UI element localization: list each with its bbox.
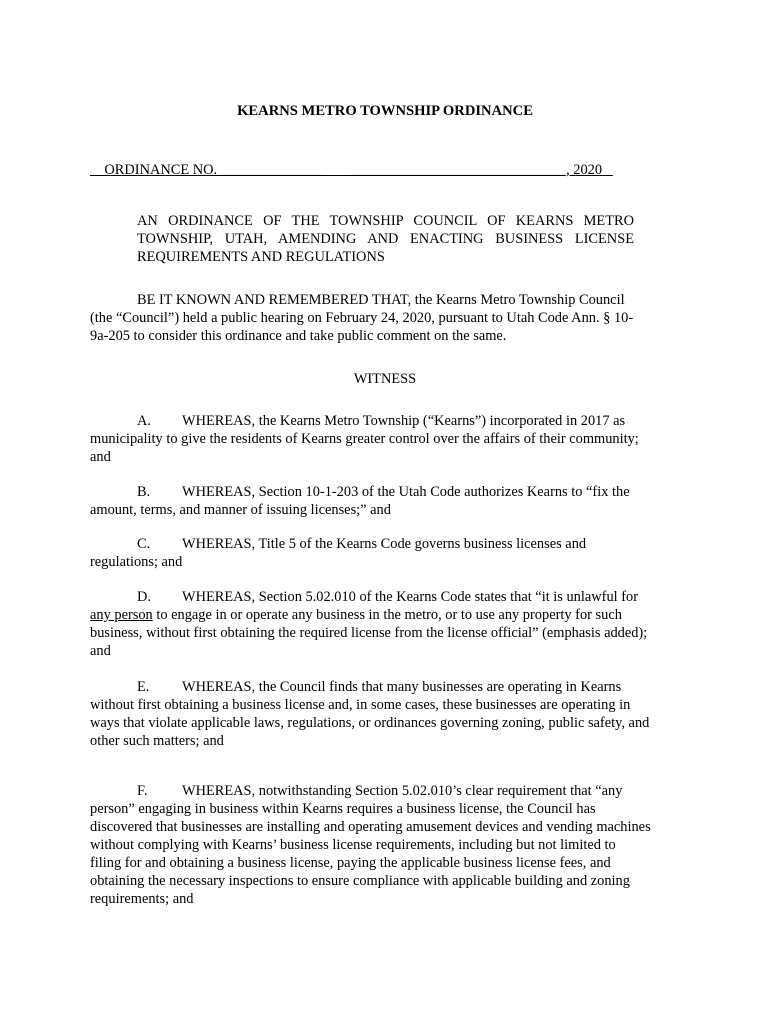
recital-text: ways that violate applicable laws, regulations, or ordinances governing zoning, public safety, and: [90, 715, 650, 731]
recital-label: C.: [137, 536, 151, 552]
recital-text: person” engaging in business within Kearns requires a business license, the Council has: [90, 801, 596, 817]
emphasized-phrase: any person: [90, 607, 153, 623]
recital-text: requirements; and: [90, 891, 194, 907]
recital-text: filing for and obtaining a business license, paying the applicable business license fees, and: [90, 855, 611, 871]
recital-label: F.: [137, 783, 148, 799]
recital-b: [90, 483, 682, 519]
ordinance-number-field: ORDINANCE NO. ______________: [90, 162, 351, 178]
recital-text: municipality to give the residents of Kearns greater control over the affairs of their community;: [90, 431, 639, 447]
recital-f: [90, 782, 682, 908]
ordinance-caption: AN ORDINANCE OF THE TOWNSHIP COUNCIL OF KEARNS METRO TOWNSHIP, UTAH, AMENDING AND ENACTING BUSINESS LICENSE REQUIREMENTS AND REGULATIONS: [137, 213, 634, 265]
recital-text: obtaining the necessary inspections to ensure compliance with applicable building and zoning: [90, 873, 630, 889]
ordinance-number-line: [90, 161, 680, 179]
intro-line-2: (the “Council”) held a public hearing on February 24, 2020, pursuant to Utah Code Ann. § 10-: [90, 310, 634, 326]
recital-c: [90, 535, 682, 571]
recital-text: amount, terms, and manner of issuing licenses;” and: [90, 502, 391, 518]
recital-d: [90, 588, 682, 660]
recital-text: without complying with Kearns’ business license requirements, including but not limited to: [90, 837, 616, 853]
witness-heading: WITNESS: [353, 371, 417, 387]
recital-label: D.: [137, 589, 151, 605]
recital-text: WHEREAS, Title 5 of the Kearns Code governs business licenses and: [182, 536, 587, 552]
recital-text: and: [90, 449, 111, 465]
intro-line-3: 9a-205 to consider this ordinance and take public comment on the same.: [90, 328, 507, 344]
recital-text: WHEREAS, the Council finds that many businesses are operating in Kearns: [182, 679, 622, 695]
recital-label: E.: [137, 679, 150, 695]
recital-label: A.: [137, 413, 151, 429]
recital-text: other such matters; and: [90, 733, 224, 749]
recital-text: to engage in or operate any business in the metro, or to use any property for such: [152, 607, 622, 623]
recital-text: and: [90, 643, 111, 659]
recital-label: B.: [137, 484, 151, 500]
recital-text: WHEREAS, Section 10-1-203 of the Utah Code authorizes Kearns to “fix the: [182, 484, 630, 500]
recital-text: WHEREAS, notwithstanding Section 5.02.010’s clear requirement that “any: [182, 783, 623, 799]
recital-text: without first obtaining a business license and, in some cases, these businesses are operating in: [90, 697, 631, 713]
intro-paragraph: [90, 291, 682, 345]
document-title: KEARNS METRO TOWNSHIP ORDINANCE: [237, 103, 533, 119]
recital-text: regulations; and: [90, 554, 183, 570]
recital-text: business, without first obtaining the required license from the license official” (emphasis added);: [90, 625, 648, 641]
recital-e: [90, 678, 682, 750]
recital-text: WHEREAS, the Kearns Metro Township (“Kearns”) incorporated in 2017 as: [182, 413, 626, 429]
ordinance-date-field: ______________________________, 2020: [350, 162, 613, 178]
recital-a: [90, 412, 682, 466]
intro-line-1: BE IT KNOWN AND REMEMBERED THAT, the Kearns Metro Township Council: [137, 292, 625, 308]
recital-text: discovered that businesses are installing and operating amusement devices and vending machines: [90, 819, 651, 835]
recital-text: WHEREAS, Section 5.02.010 of the Kearns Code states that “it is unlawful for: [182, 589, 639, 605]
